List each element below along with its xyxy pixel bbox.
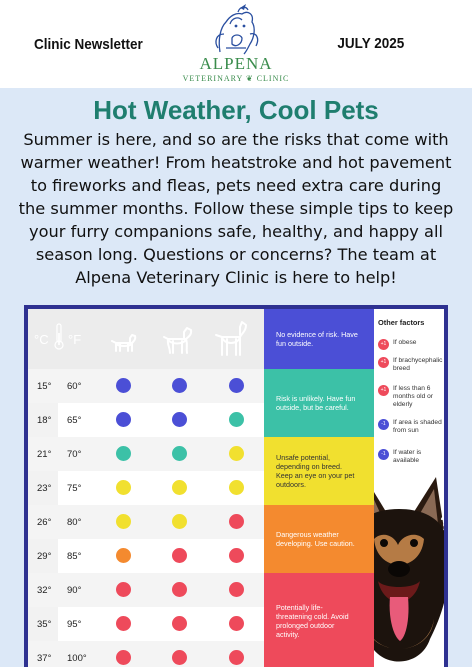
celsius-value: 35° (37, 619, 52, 630)
factor-badge: +1 (378, 357, 389, 368)
fahrenheit-value: 75° (67, 483, 82, 494)
risk-dot (116, 446, 131, 461)
risk-dot (229, 616, 244, 631)
risk-dot (229, 412, 244, 427)
risk-zone (264, 437, 374, 505)
risk-zone (264, 573, 374, 667)
risk-zone (264, 309, 374, 369)
factor-text: If obese (393, 339, 417, 346)
article-body: Summer is here, and so are the risks that come with warmer weather! From heatstroke and hot pavement to fireworks and fleas, pets need extra care during the summer months. Follow these simple tips to keep your furry companions safe, healthy, and happy all season long. Questions or concerns? The team at Alpena Veterinary Clinic is here to help! (18, 130, 454, 287)
risk-dot (172, 378, 187, 393)
medium-dog-icon (160, 325, 196, 357)
risk-zone-text: Dangerous weather developing. Use caution. (276, 530, 355, 548)
other-factors-title: Other factors (378, 318, 425, 327)
fahrenheit-value: 60° (67, 381, 82, 392)
celsius-value: 26° (37, 517, 52, 528)
risk-dot (116, 378, 131, 393)
risk-dot (229, 650, 244, 665)
risk-dot (172, 616, 187, 631)
risk-dot (229, 378, 244, 393)
fahrenheit-value: 65° (67, 415, 82, 426)
fahrenheit-value: 70° (67, 449, 82, 460)
factor-text: If water is available (393, 449, 422, 464)
risk-dot (116, 650, 131, 665)
animals-logo-icon (180, 4, 292, 56)
thermometer-icon (54, 323, 64, 351)
large-dog-icon (212, 319, 252, 359)
factor-text: If less than 6 months old or elderly (393, 385, 433, 408)
fahrenheit-value: 80° (67, 517, 82, 528)
risk-dot (229, 582, 244, 597)
newsletter-label: Clinic Newsletter (34, 36, 143, 53)
risk-dot (172, 650, 187, 665)
logo-name: ALPENA (199, 54, 273, 73)
celsius-value: 18° (37, 415, 52, 426)
risk-dot (116, 514, 131, 529)
factor-badge: +1 (378, 339, 389, 350)
risk-zone-text: Risk is unlikely. Have fun outside, but be careful. (276, 394, 356, 412)
small-dog-icon (108, 331, 140, 355)
risk-zone (264, 369, 374, 437)
factor-badge: -1 (378, 419, 389, 430)
celsius-value: 21° (37, 449, 52, 460)
risk-dot (116, 582, 131, 597)
fahrenheit-value: 85° (67, 551, 82, 562)
risk-dot (229, 514, 244, 529)
risk-dot (116, 616, 131, 631)
risk-dot (172, 480, 187, 495)
fahrenheit-label: °F (68, 332, 82, 347)
article-title: Hot Weather, Cool Pets (93, 95, 379, 125)
risk-zone (264, 505, 374, 573)
risk-dot (172, 412, 187, 427)
logo-subtitle: VETERINARY ❦ CLINIC (182, 74, 290, 83)
risk-dot (229, 548, 244, 563)
risk-dot (116, 412, 131, 427)
risk-dot (172, 514, 187, 529)
celsius-label: °C (34, 332, 49, 347)
risk-dot (229, 480, 244, 495)
risk-dot (172, 582, 187, 597)
newsletter-header (0, 0, 472, 88)
clinic-logo (180, 4, 292, 86)
issue-date: JULY 2025 (337, 35, 404, 52)
risk-dot (172, 548, 187, 563)
factor-badge: -1 (378, 449, 389, 460)
fahrenheit-value: 100° (67, 653, 87, 664)
risk-dot (229, 446, 244, 461)
celsius-value: 15° (37, 381, 52, 392)
fahrenheit-value: 95° (67, 619, 82, 630)
celsius-value: 32° (37, 585, 52, 596)
celsius-value: 29° (37, 551, 52, 562)
risk-zone-text: No evidence of risk. Have fun outside. (276, 330, 358, 348)
risk-dot (116, 548, 131, 563)
risk-dot (116, 480, 131, 495)
heat-risk-chart (24, 305, 448, 667)
celsius-value: 37° (37, 653, 52, 664)
fahrenheit-value: 90° (67, 585, 82, 596)
factor-badge: +1 (378, 385, 389, 396)
factor-text: If brachycephalic breed (393, 357, 443, 372)
chart-panel (28, 309, 444, 667)
risk-dot (172, 446, 187, 461)
celsius-value: 23° (37, 483, 52, 494)
risk-zone-text: Unsafe potential, depending on breed. Keep an eye on your pet outdoors. (276, 453, 355, 489)
risk-zone-text: Potentially life-threatening cold. Avoid prolonged outdoor activity. (276, 603, 349, 639)
factor-text: If area is shaded from sun (393, 419, 442, 434)
